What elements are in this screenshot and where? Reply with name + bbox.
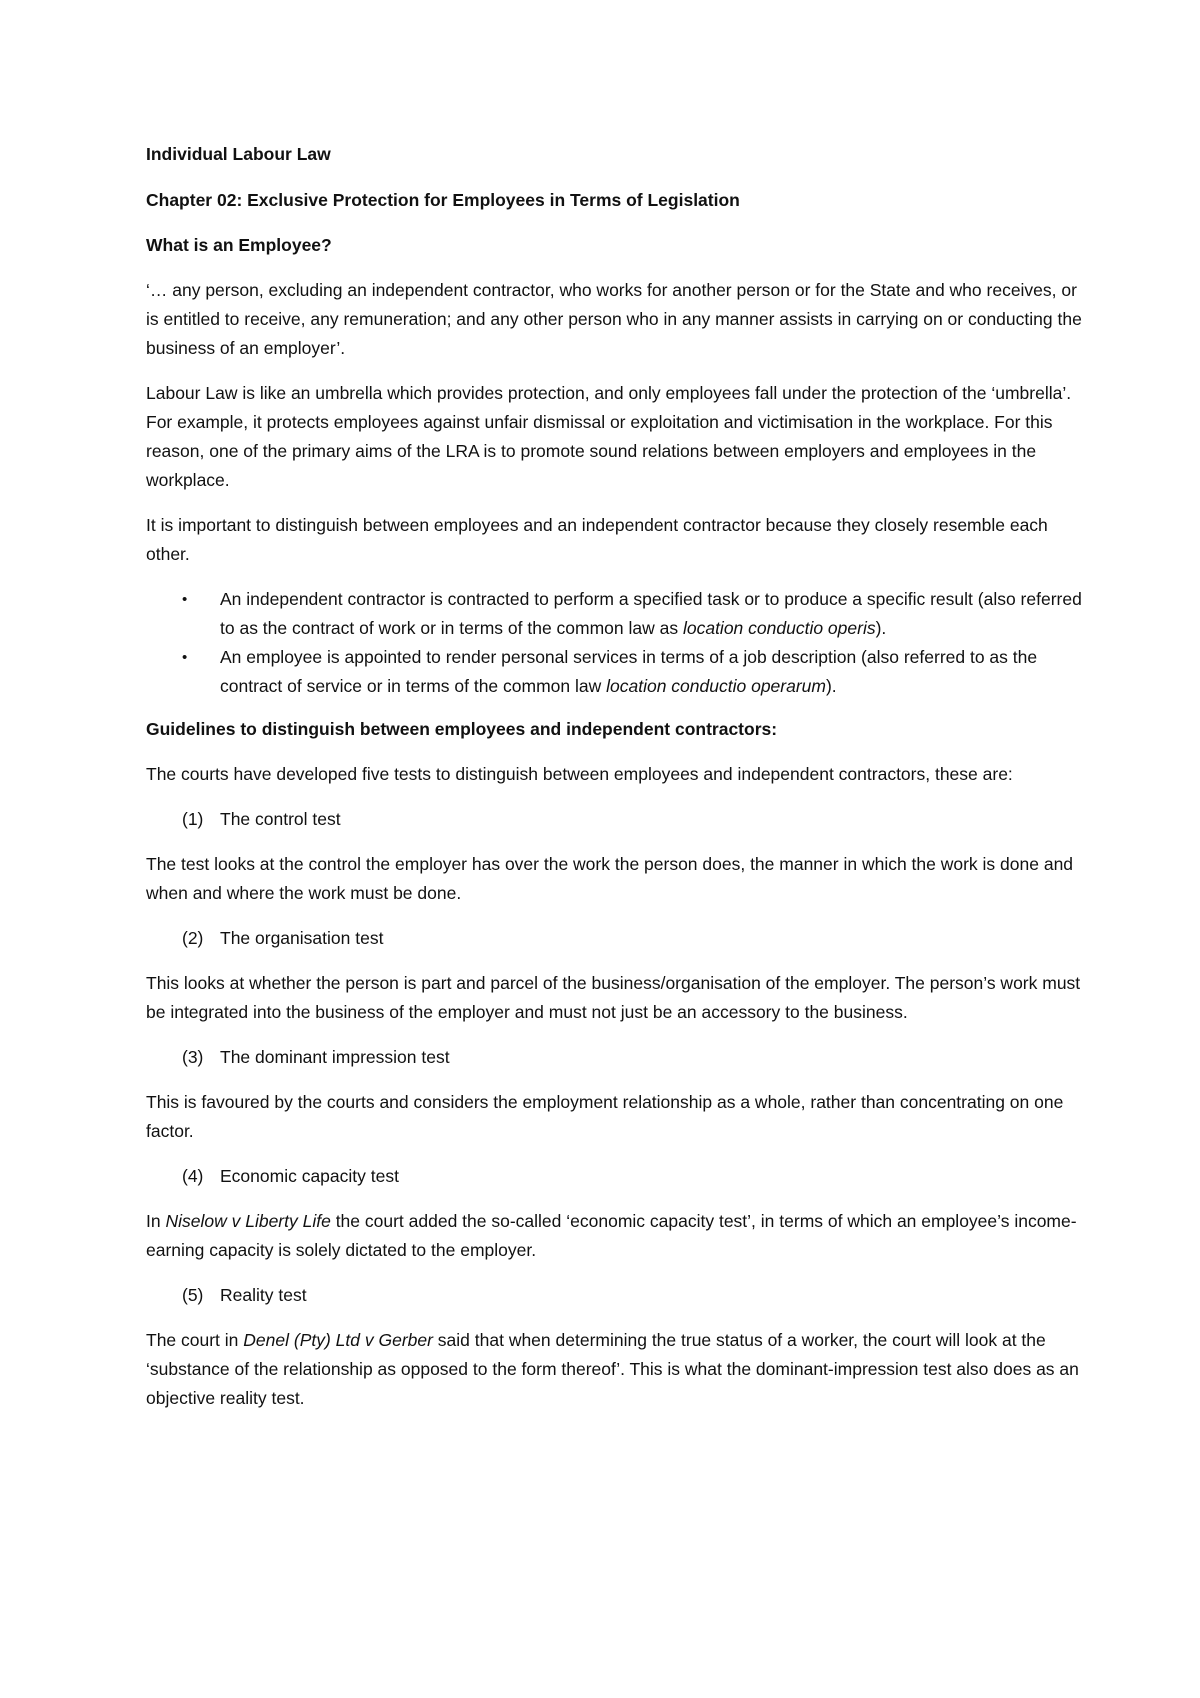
question-heading: What is an Employee? — [146, 235, 332, 255]
list-item: • An employee is appointed to render personal services in terms of a job description (also referred to as the contract of service or in terms of the common law location conductio operarum). — [146, 643, 1086, 701]
document-page — [146, 140, 1086, 1429]
test-heading — [146, 1043, 1086, 1072]
test-description: In Niselow v Liberty Life the court added the so-called ‘economic capacity test’, in terms of which an employee’s income-earning capacity is solely dictated to the employer. — [146, 1211, 1077, 1260]
test-name: Economic capacity test — [220, 1166, 399, 1186]
test-number: (4) — [182, 1166, 204, 1186]
contract-type-list — [146, 585, 1086, 701]
test-name: The control test — [220, 809, 341, 829]
latin-term: location conductio operis — [682, 618, 876, 638]
list-item: • An independent contractor is contracted to perform a specified task or to produce a specific result (also referred to as the contract of work or in terms of the common law as location conductio operis). — [146, 585, 1086, 643]
case-name: Denel (Pty) Ltd v Gerber — [243, 1330, 433, 1350]
employee-definition: ‘… any person, excluding an independent contractor, who works for another person or for the State and who receives, or is entitled to receive, any remuneration; and any other person who in any manner assists in carrying on or conducting the business of an employer’. — [146, 280, 1082, 358]
guidelines-heading: Guidelines to distinguish between employees and independent contractors: — [146, 719, 778, 739]
test-description: The test looks at the control the employer has over the work the person does, the manner in which the work is done and when and where the work must be done. — [146, 854, 1074, 903]
test-number: (2) — [182, 928, 204, 948]
test-number: (1) — [182, 809, 204, 829]
test-name: The dominant impression test — [220, 1047, 450, 1067]
test-heading — [146, 924, 1086, 953]
chapter-heading: Chapter 02: Exclusive Protection for Employees in Terms of Legislation — [146, 190, 740, 210]
test-heading — [146, 805, 1086, 834]
test-heading — [146, 1281, 1086, 1310]
test-heading — [146, 1162, 1086, 1191]
latin-term: location conductio operarum — [606, 676, 826, 696]
bullet-icon: • — [182, 591, 188, 608]
test-description: This is favoured by the courts and considers the employment relationship as a whole, rather than concentrating on one factor. — [146, 1092, 1064, 1141]
test-number: (3) — [182, 1047, 204, 1067]
guidelines-intro: The courts have developed five tests to distinguish between employees and independent contractors, these are: — [146, 764, 1013, 784]
distinguish-paragraph: It is important to distinguish between employees and an independent contractor because they closely resemble each other. — [146, 515, 1048, 564]
test-number: (5) — [182, 1285, 204, 1305]
test-name: The organisation test — [220, 928, 384, 948]
bullet-icon: • — [182, 649, 188, 666]
umbrella-paragraph: Labour Law is like an umbrella which provides protection, and only employees fall under the protection of the ‘umbrella’. For example, it protects employees against unfair dismissal or exploitation and victimisation in the workplace. For this reason, one of the primary aims of the LRA is to promote sound relations between employers and employees in the workplace. — [146, 383, 1072, 490]
test-description: This looks at whether the person is part and parcel of the business/organisation of the employer. The person’s work must be integrated into the business of the employer and must not just be an accessory to the business. — [146, 973, 1081, 1022]
document-title: Individual Labour Law — [146, 144, 331, 164]
test-name: Reality test — [220, 1285, 307, 1305]
case-name: Niselow v Liberty Life — [165, 1211, 331, 1231]
test-description: The court in Denel (Pty) Ltd v Gerber said that when determining the true status of a worker, the court will look at the ‘substance of the relationship as opposed to the form thereof’. This is what the dominant-impression test also does as an objective reality test. — [146, 1330, 1079, 1408]
